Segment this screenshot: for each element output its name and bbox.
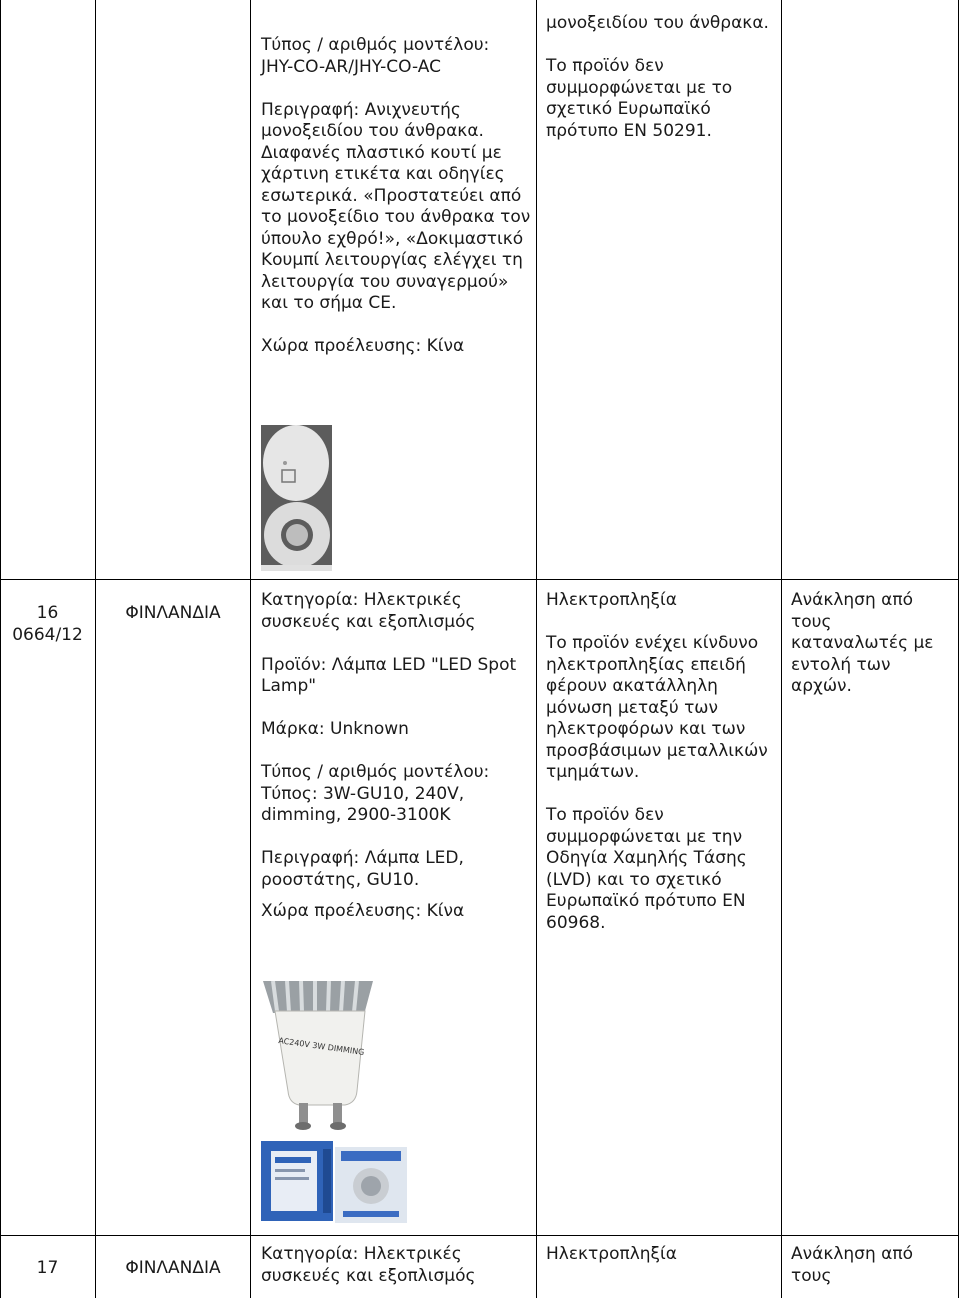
- bulb-label: AC240V 3W DIMMING: [277, 1036, 365, 1058]
- measures-text: Ανάκληση από τους καταναλωτές με εντολή των αρχών.: [791, 590, 934, 696]
- model-label: Τύπος / αριθμός μοντέλου:: [261, 35, 490, 55]
- table-border-left: [0, 0, 1, 1298]
- product-details-cell: [261, 1244, 531, 1287]
- country-of-origin: Χώρα προέλευσης: Κίνα: [261, 336, 465, 356]
- table-border-col1: [95, 0, 96, 1298]
- table-border-col2: [250, 0, 251, 1298]
- product-description: Περιγραφή: Λάμπα LED, ροοστάτης, GU10.: [261, 848, 464, 890]
- country-cell: [96, 603, 250, 625]
- risk-line: μονοξειδίου του άνθρακα.: [546, 13, 769, 33]
- continuation-details-cell: [261, 35, 531, 358]
- product-description: Περιγραφή: Ανιχνευτής μονοξειδίου του άνθρακα. Διαφανές πλαστικό κουτί με χάρτινη ετικέτα και οδηγίες εσωτερικά. «Προστατεύει από το μονοξείδιο του άνθρακα τον ύπουλο εχθρό!», «Δοκιμαστικό Κουμπί λειτουργίας ελέγχει τη λειτουργία του συναγερμού» και το σήμα CE.: [261, 99, 531, 313]
- row-number: 16: [36, 603, 59, 623]
- model-value: JHY-CO-AR/JHY-CO-AC: [261, 56, 441, 77]
- country-of-origin: Χώρα προέλευσης: Κίνα: [261, 901, 465, 921]
- country-name: ΦΙΝΛΑΝΔΙΑ: [125, 1258, 221, 1278]
- led-lamp-photo: [261, 981, 408, 1226]
- co-detector-photo: [261, 425, 332, 571]
- measures-cell: [791, 1244, 951, 1287]
- row-divider-16: [0, 579, 959, 580]
- table-border-right: [958, 0, 959, 1298]
- product-name: Προϊόν: Λάμπα LED "LED Spot Lamp": [261, 654, 517, 696]
- product-category: Κατηγορία: Ηλεκτρικές συσκευές και εξοπλισμός: [261, 1244, 476, 1286]
- row-divider-17: [0, 1235, 959, 1236]
- risk-type: Ηλεκτροπληξία: [546, 590, 677, 610]
- measures-text: Ανάκληση από τους: [791, 1244, 913, 1286]
- row-reference: 0664/12: [12, 624, 83, 645]
- continuation-risk-cell: [546, 13, 774, 142]
- product-model: Τύπος / αριθμός μοντέλου: Τύπος: 3W-GU10, 240V, dimming, 2900-3100K: [261, 762, 490, 825]
- country-cell: [96, 1258, 250, 1280]
- measures-cell: [791, 590, 951, 698]
- nonconformity-text: Το προϊόν δεν συμμορφώνεται με το σχετικό Ευρωπαϊκό πρότυπο EN 50291.: [546, 56, 733, 141]
- product-category: Κατηγορία: Ηλεκτρικές συσκευές και εξοπλισμός: [261, 590, 476, 632]
- row-number-cell: [0, 1258, 95, 1280]
- risk-description: Το προϊόν ενέχει κίνδυνο ηλεκτροπληξίας επειδή φέρουν ακατάλληλη μόνωση μεταξύ των ηλεκτροφόρων και των προσβάσιμων μεταλλικών τμημάτων.: [546, 633, 768, 782]
- risk-cell: [546, 1244, 776, 1266]
- nonconformity-text: Το προϊόν δεν συμμορφώνεται με την Οδηγία Χαμηλής Τάσης (LVD) και το σχετικό Ευρωπαϊκό πρότυπο EN 60968.: [546, 805, 747, 933]
- row-number: 17: [36, 1258, 59, 1278]
- risk-cell: [546, 590, 776, 934]
- product-brand: Μάρκα: Unknown: [261, 719, 409, 739]
- country-name: ΦΙΝΛΑΝΔΙΑ: [125, 603, 221, 623]
- table-border-col3: [536, 0, 537, 1298]
- product-details-cell: [261, 590, 531, 923]
- risk-type: Ηλεκτροπληξία: [546, 1244, 677, 1264]
- table-border-col4: [781, 0, 782, 1298]
- row-number-cell: [0, 603, 95, 646]
